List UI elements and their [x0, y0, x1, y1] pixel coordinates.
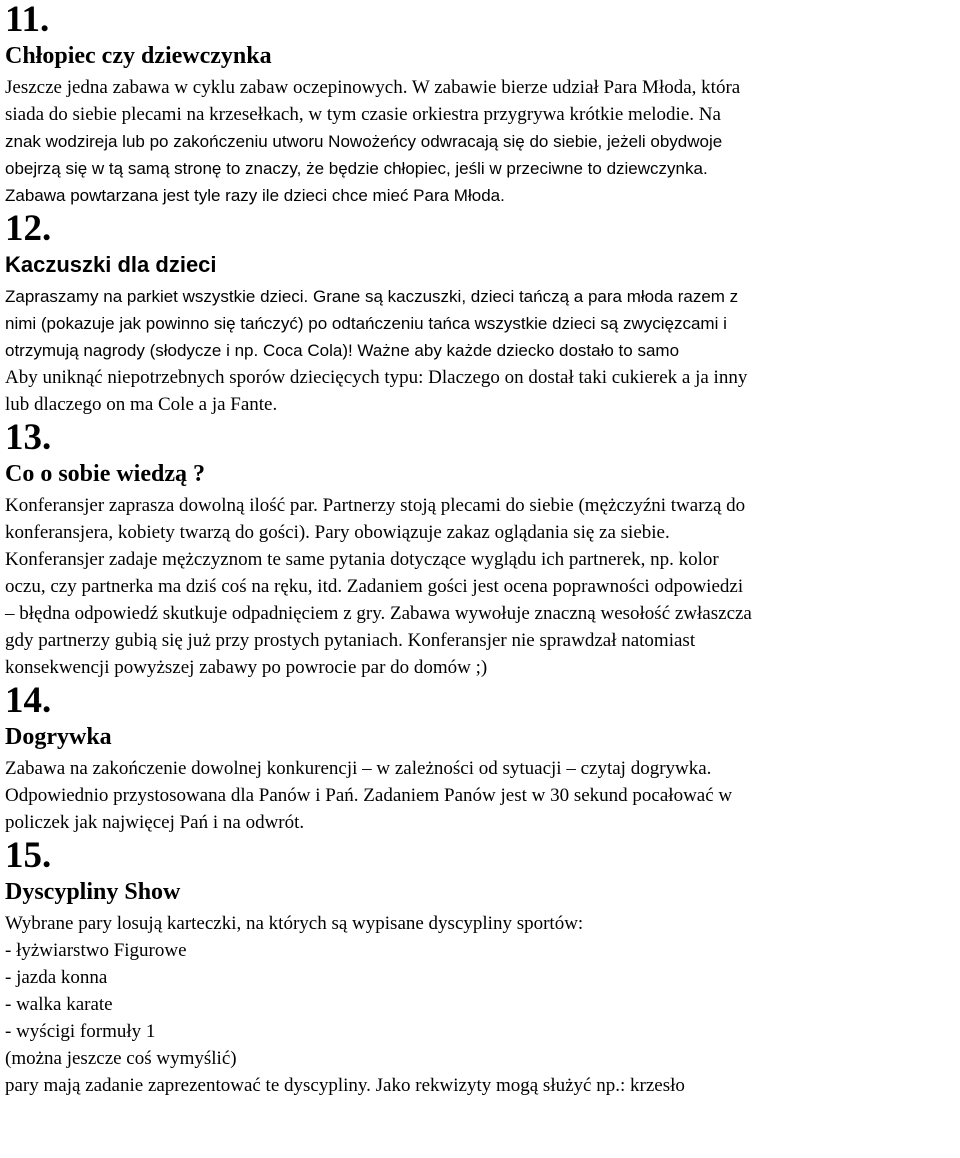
- paragraph-line: - łyżwiarstwo Figurowe: [5, 940, 187, 961]
- document-page: [5, 0, 957, 1099]
- paragraph-line: - jazda konna: [5, 967, 108, 988]
- paragraph-line: - walka karate: [5, 994, 113, 1015]
- paragraph-line: Wybrane pary losują karteczki, na których są wypisane dyscypliny sportów:: [5, 913, 584, 934]
- section-number: 13.: [5, 417, 52, 458]
- paragraph-line: Odpowiednio przystosowana dla Panów i Pań. Zadaniem Panów jest w 30 sekund pocałować w: [5, 785, 733, 806]
- paragraph-line: Zapraszamy na parkiet wszystkie dzieci. Grane są kaczuszki, dzieci tańczą a para młoda razem z: [5, 287, 739, 306]
- section-title: Co o sobie wiedzą ?: [5, 461, 205, 487]
- paragraph-line: gdy partnerzy gubią się już przy prostych pytaniach. Konferansjer nie sprawdzał natomiast: [5, 630, 696, 651]
- paragraph-line: Jeszcze jedna zabawa w cyklu zabaw oczepinowych. W zabawie bierze udział Para Młoda, która: [5, 77, 741, 98]
- paragraph-line: Konferansjer zadaje mężczyznom te same pytania dotyczące wyglądu ich partnerek, np. kolor: [5, 549, 719, 570]
- paragraph-line: – błędna odpowiedź skutkuje odpadnięciem z gry. Zabawa wywołuje znaczną wesołość zwłaszcza: [5, 603, 752, 624]
- section-title: Dyscypliny Show: [5, 879, 181, 905]
- paragraph-line: pary mają zadanie zaprezentować te dyscypliny. Jako rekwizyty mogą służyć np.: krzesło: [5, 1075, 685, 1096]
- paragraph-line: nimi (pokazuje jak powinno się tańczyć) po odtańczeniu tańca wszystkie dzieci są zwycięzcami i: [5, 314, 727, 333]
- paragraph-line: (można jeszcze coś wymyślić): [5, 1048, 237, 1069]
- paragraph-line: Konferansjer zaprasza dowolną ilość par. Partnerzy stoją plecami do siebie (mężczyźni twarzą do: [5, 495, 746, 516]
- paragraph-line: znak wodzireja lub po zakończeniu utworu Nowożeńcy odwracają się do siebie, jeżeli obydwoje: [5, 132, 723, 151]
- section: [5, 0, 957, 209]
- section-number: 14.: [5, 680, 52, 721]
- paragraph-line: oczu, czy partnerka ma dziś coś na ręku, itd. Zadaniem gości jest ocena poprawności odpowiedzi: [5, 576, 744, 597]
- section: [5, 836, 957, 1099]
- section: [5, 681, 957, 836]
- section: [5, 209, 957, 418]
- section-title: Chłopiec czy dziewczynka: [5, 43, 272, 69]
- paragraph-line: policzek jak najwięcej Pań i na odwrót.: [5, 812, 305, 833]
- section-number: 11.: [5, 0, 50, 40]
- section-number: 12.: [5, 208, 52, 249]
- section-title: Dogrywka: [5, 724, 112, 750]
- paragraph-line: siada do siebie plecami na krzesełkach, w tym czasie orkiestra przygrywa krótkie melodie. Na: [5, 104, 721, 125]
- paragraph-line: Aby uniknąć niepotrzebnych sporów dziecięcych typu: Dlaczego on dostał taki cukierek a ja inny: [5, 367, 748, 388]
- paragraph-line: Zabawa na zakończenie dowolnej konkurencji – w zależności od sytuacji – czytaj dogrywka.: [5, 758, 712, 779]
- section: [5, 418, 957, 681]
- paragraph-line: Zabawa powtarzana jest tyle razy ile dzieci chce mieć Para Młoda.: [5, 186, 505, 205]
- section-title: Kaczuszki dla dzieci: [5, 252, 217, 277]
- paragraph-line: otrzymują nagrody (słodycze i np. Coca Cola)! Ważne aby każde dziecko dostało to samo: [5, 341, 680, 360]
- paragraph-line: obejrzą się w tą samą stronę to znaczy, że będzie chłopiec, jeśli w przeciwne to dziewczynka.: [5, 159, 708, 178]
- paragraph-line: - wyścigi formuły 1: [5, 1021, 156, 1042]
- paragraph-line: konferansjera, kobiety twarzą do gości). Pary obowiązuje zakaz oglądania się za siebie.: [5, 522, 670, 543]
- section-number: 15.: [5, 835, 52, 876]
- paragraph-line: lub dlaczego on ma Cole a ja Fante.: [5, 394, 278, 415]
- paragraph-line: konsekwencji powyższej zabawy po powrocie par do domów ;): [5, 657, 488, 678]
